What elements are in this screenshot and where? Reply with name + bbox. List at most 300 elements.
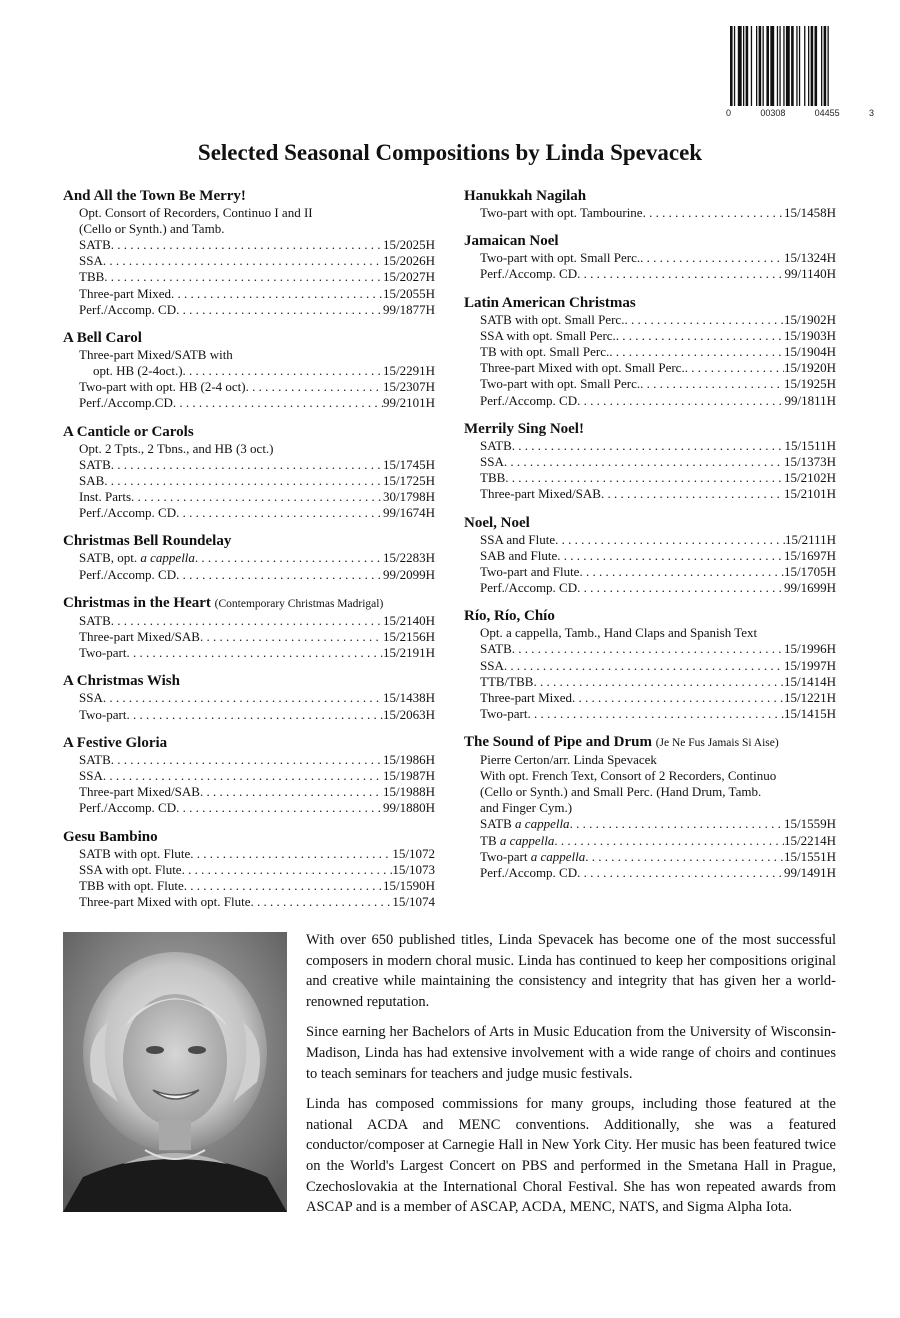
barcode-bar: [766, 26, 769, 106]
dot-leader: [111, 457, 383, 473]
right-column: [464, 187, 836, 892]
catalog-number: 15/2063H: [383, 706, 435, 722]
barcode-digits: [726, 108, 874, 118]
voicing-name: [480, 376, 640, 392]
voicing-label: Perf./Accomp. CD: [79, 301, 177, 317]
voicing-name: [79, 752, 111, 768]
voicing-label: TBB: [79, 269, 105, 285]
composition-title-text: Christmas Bell Roundelay: [63, 533, 232, 550]
voicing-row: [464, 580, 836, 596]
catalog-number: 15/2291H: [383, 363, 435, 379]
voicing-row: [464, 706, 836, 722]
voicing-name: [79, 846, 190, 862]
voicing-label: SATB: [480, 437, 512, 453]
voicing-label: SSA: [79, 253, 103, 269]
voicing-label: Three-part Mixed: [480, 690, 573, 706]
voicing-row: [464, 548, 836, 564]
voicing-label: TBB: [480, 470, 506, 486]
voicing-row: [464, 658, 836, 674]
dot-leader: [173, 395, 383, 411]
voicing-label: Two-part: [79, 645, 127, 661]
catalog-number: 99/1880H: [383, 800, 435, 816]
composition-description: With opt. French Text, Consort of 2 Recorders, Continuo: [480, 768, 777, 784]
voicing-name: [480, 205, 643, 221]
barcode-bar: [796, 26, 797, 106]
voicing-label: Three-part Mixed/SAB: [79, 629, 200, 645]
voicing-name: [79, 457, 111, 473]
composition-title-text: Jamaican Noel: [464, 233, 559, 250]
voicing-name: [480, 706, 527, 722]
voicing-row: [63, 645, 435, 661]
voicing-name: [79, 613, 111, 629]
dot-leader: [505, 470, 784, 486]
voicing-name: [79, 550, 195, 566]
voicing-label: SSA with opt. Flute: [79, 861, 182, 877]
catalog-number: 15/1705H: [784, 564, 836, 580]
dot-leader: [504, 658, 784, 674]
dot-leader: [577, 865, 784, 881]
barcode-bar: [808, 26, 809, 106]
dot-leader: [554, 833, 784, 849]
dot-leader: [643, 205, 784, 221]
voicing-name: [480, 690, 572, 706]
voicing-row: [63, 473, 435, 489]
catalog-number: 15/1725H: [383, 472, 435, 488]
voicing-label: SATB: [79, 456, 111, 472]
composition-entry: [464, 187, 836, 221]
voicing-name: [79, 645, 126, 661]
composition-entry: [63, 828, 435, 911]
catalog-number: 15/1925H: [784, 376, 836, 392]
page-title: Selected Seasonal Compositions by Linda Spevacek: [197, 140, 703, 165]
voicing-label: SATB: [79, 751, 111, 767]
dot-leader: [126, 707, 383, 723]
catalog-number: 15/1414H: [784, 673, 836, 689]
composition-title: [464, 232, 836, 250]
composition-description: Pierre Certon/arr. Linda Spevacek: [480, 752, 657, 768]
voicing-name: [480, 865, 577, 881]
voicing-name: [79, 302, 176, 318]
voicing-name: [480, 360, 685, 376]
voicing-name: [93, 363, 183, 379]
catalog-number: 99/1491H: [784, 865, 836, 881]
voicing-name: [79, 690, 103, 706]
catalog-number: 15/1324H: [784, 250, 836, 266]
composition-entry: [464, 733, 836, 881]
catalog-number: 15/1904H: [784, 344, 836, 360]
voicing-label: SSA: [480, 657, 504, 673]
catalog-number: 15/1697H: [784, 547, 836, 563]
catalog-number: 15/1996H: [784, 641, 836, 657]
dot-leader: [176, 505, 383, 521]
voicing-row: [464, 266, 836, 282]
composition-entry: [464, 607, 836, 722]
barcode-bar: [779, 26, 780, 106]
dot-leader: [182, 862, 393, 878]
voicing-label: Perf./Accomp. CD: [480, 580, 578, 596]
voicing-label: TB with opt. Small Perc.: [480, 344, 610, 360]
barcode-bar: [746, 26, 749, 106]
barcode-bar: [743, 26, 744, 106]
barcode-digit-group: 3: [868, 108, 874, 118]
voicing-name: [480, 816, 570, 832]
voicing-row: [464, 849, 836, 865]
dot-leader: [103, 690, 383, 706]
voicing-name: [79, 269, 104, 285]
barcode-bar: [770, 26, 774, 106]
voicing-italic: a cappella: [530, 848, 586, 864]
voicing-name: [480, 658, 504, 674]
voicing-name: [79, 395, 173, 411]
voicing-label: SATB, opt.: [79, 550, 141, 566]
voicing-row: [63, 784, 435, 800]
composition-entry: [63, 672, 435, 722]
voicing-label: SAB: [79, 472, 105, 488]
catalog-number: 15/1920H: [784, 360, 836, 376]
composition-description: (Cello or Synth.) and Small Perc. (Hand Drum, Tamb.: [480, 784, 762, 800]
composition-title: [464, 187, 836, 205]
barcode-digit-group: 04455: [814, 108, 840, 118]
voicing-label: SSA and Flute: [480, 531, 556, 547]
voicing-italic: a cappella: [140, 550, 195, 566]
voicing-row: [63, 253, 435, 269]
voicing-label: Perf./Accomp. CD: [480, 266, 578, 282]
catalog-number: 15/1986H: [383, 751, 435, 767]
voicing-label: SATB: [79, 612, 111, 628]
voicing-name: [79, 768, 103, 784]
dot-leader: [111, 237, 383, 253]
voicing-row: [464, 641, 836, 657]
catalog-number: 15/2027H: [383, 269, 435, 285]
composition-description: Three-part Mixed/SATB with: [79, 347, 233, 363]
catalog-number: 15/1373H: [784, 454, 836, 470]
voicing-name: [480, 833, 554, 849]
dot-leader: [577, 580, 784, 596]
voicing-label: Three-part Mixed: [79, 285, 172, 301]
dot-leader: [640, 250, 784, 266]
bio-paragraph: Linda has composed commissions for many groups, including those featured at the national ACDA and MENC conventions. Additionally, she was a featured conductor/composer at Carnegie Hall in New York City. Her music has been featured twice on the World's Largest Concert on PBS and performed in the Smetana Hall in Prague, Czechoslovakia at the International Choral Festival. She has won repeated awards from ASCAP and is a member of ASCAP, ACDA, MENC, NATS, and Sigma Alpha Iota.: [306, 1096, 836, 1216]
voicing-name: [79, 784, 200, 800]
dot-leader: [640, 376, 784, 392]
voicing-row: [63, 862, 435, 878]
dot-leader: [555, 532, 785, 548]
catalog-number: 99/2099H: [383, 566, 435, 582]
catalog-number: 15/1072: [392, 845, 435, 861]
voicing-row: [63, 505, 435, 521]
voicing-label: Two-part and Flute: [480, 564, 580, 580]
composition-title-text: A Bell Carol: [63, 330, 142, 347]
voicing-name: [480, 532, 555, 548]
voicing-row: [464, 674, 836, 690]
composition-title: [464, 294, 836, 312]
dot-leader: [624, 312, 784, 328]
composition-title-text: Hanukkah Nagilah: [464, 188, 587, 204]
voicing-row: [464, 393, 836, 409]
composition-title: [63, 532, 435, 550]
voicing-italic: a cappella: [499, 832, 555, 848]
dot-leader: [111, 752, 383, 768]
composition-title: [63, 187, 435, 205]
voicing-row: [464, 205, 836, 221]
composition-description: (Cello or Synth.) and Tamb.: [79, 221, 225, 236]
composition-title-text: A Christmas Wish: [63, 673, 180, 690]
voicing-label: Two-part: [79, 706, 127, 722]
dot-leader: [533, 674, 784, 690]
voicing-name: [79, 878, 184, 894]
voicing-label: Perf./Accomp. CD: [79, 800, 177, 816]
voicing-row: [63, 286, 435, 302]
catalog-number: 15/1551H: [784, 848, 836, 864]
dot-leader: [111, 613, 383, 629]
catalog-number: 15/2214H: [784, 832, 836, 848]
voicing-name: [480, 328, 616, 344]
barcode-bar: [763, 26, 764, 106]
barcode-bar: [738, 26, 742, 106]
barcode-digit-group: 0: [726, 108, 732, 118]
voicing-name: [79, 629, 200, 645]
dot-leader: [200, 629, 383, 645]
voicing-row: [464, 250, 836, 266]
voicing-name: [79, 286, 171, 302]
barcode-bar: [756, 26, 757, 106]
voicing-name: [79, 489, 131, 505]
voicing-row: [63, 613, 435, 629]
dot-leader: [512, 641, 784, 657]
composition-entry: [464, 420, 836, 503]
barcode-bar: [759, 26, 762, 106]
voicing-name: [79, 253, 103, 269]
voicing-name: [480, 849, 585, 865]
voicing-name: [79, 505, 176, 521]
dot-leader: [176, 567, 383, 583]
voicing-label: SSA: [79, 690, 103, 706]
catalog-number: 99/1699H: [784, 580, 836, 596]
bio-paragraph: With over 650 published titles, Linda Spevacek has become one of the most successful composers in modern choral music. Linda has continued to keep her compositions original and creative while maintaining the consistency and integrity that has given her a world-renowned reputation.: [306, 932, 836, 1010]
barcode-bar: [751, 26, 752, 106]
dot-leader: [104, 473, 383, 489]
voicing-row: [464, 865, 836, 881]
voicing-row: [464, 470, 836, 486]
composition-title-text: Gesu Bambino: [63, 828, 158, 845]
catalog-number: 15/2140H: [383, 612, 435, 628]
barcode-bar: [828, 26, 829, 106]
catalog-number: 15/1988H: [383, 784, 435, 800]
composition-title-text: The Sound of Pipe and Drum: [464, 734, 652, 751]
composition-entry: [63, 734, 435, 817]
voicing-row: [63, 237, 435, 253]
voicing-row: [464, 816, 836, 832]
voicing-row: [464, 312, 836, 328]
dot-leader: [572, 690, 784, 706]
voicing-label: Three-part Mixed with opt. Flute: [79, 894, 251, 910]
catalog-number: 15/2026H: [383, 253, 435, 269]
voicing-label: Two-part with opt. HB (2-4 oct): [79, 379, 246, 395]
catalog-number: 99/1811H: [784, 392, 836, 408]
voicing-label: SATB with opt. Flute: [79, 845, 191, 861]
composition-title-text: Christmas in the Heart: [63, 594, 211, 611]
voicing-row: [63, 894, 435, 910]
dot-leader: [126, 645, 383, 661]
voicing-name: [480, 250, 640, 266]
voicing-name: [480, 470, 505, 486]
catalog-number: 15/2101H: [784, 486, 836, 502]
barcode-bar: [777, 26, 778, 106]
dot-leader: [512, 438, 785, 454]
voicing-label: SAB and Flute: [480, 547, 558, 563]
composition-title-text: A Festive Gloria: [63, 734, 168, 751]
catalog-number: 15/2283H: [383, 550, 435, 566]
composition-title: [63, 594, 435, 613]
voicing-name: [79, 862, 182, 878]
voicing-row: [63, 550, 435, 566]
voicing-row: [63, 269, 435, 285]
voicing-row: [63, 846, 435, 862]
composition-entry: [464, 294, 836, 409]
catalog-number: 15/1987H: [383, 768, 435, 784]
voicing-label: Perf./Accomp. CD: [480, 865, 578, 881]
catalog-number: 15/1074: [392, 894, 435, 910]
dot-leader: [195, 550, 383, 566]
voicing-row: [464, 833, 836, 849]
voicing-name: [480, 393, 577, 409]
catalog-number: 15/1221H: [784, 690, 836, 706]
voicing-name: [480, 564, 579, 580]
barcode-bar: [815, 26, 818, 106]
barcode-bar: [821, 26, 822, 106]
bio-paragraph: Since earning her Bachelors of Arts in Music Education from the University of Wisconsin-Madison, Linda has had extensive involvement with a wide range of choirs and continues to teach seminars for teachers and judge music festivals.: [306, 1024, 836, 1082]
voicing-name: [480, 580, 577, 596]
catalog-number: 15/1511H: [784, 437, 836, 453]
voicing-name: [79, 894, 251, 910]
voicing-row: [464, 438, 836, 454]
voicing-row: [63, 752, 435, 768]
catalog-number: 15/1559H: [784, 816, 836, 832]
voicing-label: Three-part Mixed with opt. Small Perc.: [480, 360, 685, 376]
composition-entry: [464, 232, 836, 282]
catalog-number: 15/1073: [392, 861, 435, 877]
dot-leader: [176, 302, 383, 318]
voicing-label: SATB: [79, 237, 111, 252]
dot-leader: [103, 253, 383, 269]
voicing-name: [480, 641, 512, 657]
voicing-name: [79, 473, 104, 489]
composition-title-text: And All the Town Be Merry!: [63, 188, 246, 204]
dot-leader: [504, 454, 784, 470]
voicing-row: [464, 360, 836, 376]
voicing-label: TB: [480, 832, 500, 848]
voicing-row: [63, 629, 435, 645]
voicing-row: [464, 486, 836, 502]
voicing-row: [63, 800, 435, 816]
voicing-label: Two-part with opt. Small Perc.: [480, 376, 641, 392]
voicing-row: [63, 395, 435, 411]
voicing-row: [63, 302, 435, 318]
catalog-number: 99/1140H: [784, 266, 836, 282]
voicing-row: [464, 532, 836, 548]
composition-description: Opt. Consort of Recorders, Continuo I and II: [79, 205, 313, 220]
catalog-number: 15/1902H: [784, 311, 836, 327]
dot-leader: [616, 328, 784, 344]
voicing-row: [464, 564, 836, 580]
voicing-name: [79, 800, 176, 816]
voicing-name: [480, 548, 557, 564]
catalog-number: 15/2191H: [383, 645, 435, 661]
voicing-label: Perf./Accomp.CD: [79, 395, 173, 411]
voicing-name: [79, 379, 246, 395]
voicing-label: SSA: [480, 454, 504, 470]
voicing-label: Two-part with opt. Tambourine: [480, 205, 643, 220]
dot-leader: [527, 706, 784, 722]
voicing-name: [480, 266, 577, 282]
dot-leader: [251, 894, 393, 910]
voicing-row: [63, 457, 435, 473]
barcode-digit-group: 00308: [760, 108, 786, 118]
voicing-label: Three-part Mixed/SAB: [79, 784, 200, 800]
voicing-name: [79, 707, 126, 723]
voicing-row: [464, 328, 836, 344]
voicing-row: [63, 567, 435, 583]
dot-leader: [104, 269, 383, 285]
voicing-label: Three-part Mixed/SAB: [480, 486, 601, 502]
barcode-bar: [824, 26, 827, 106]
composition-title-text: Río, Río, Chío: [464, 608, 555, 625]
composition-note: (Je Ne Fus Jamais Si Aise): [655, 737, 779, 750]
catalog-number: 15/2111H: [784, 531, 836, 547]
composition-note: (Contemporary Christmas Madrigal): [214, 597, 384, 610]
voicing-label: SSA: [79, 768, 103, 784]
catalog-number: 15/1415H: [784, 706, 836, 722]
composition-title: [63, 423, 435, 441]
voicing-row: [63, 707, 435, 723]
dot-leader: [585, 849, 784, 865]
dot-leader: [184, 878, 383, 894]
catalog-number: 99/2101H: [383, 395, 435, 411]
voicing-name: [480, 344, 609, 360]
barcode-bar: [791, 26, 794, 106]
voicing-label: TBB with opt. Flute: [79, 878, 184, 894]
dot-leader: [609, 344, 784, 360]
dot-leader: [577, 266, 784, 282]
catalog-number: 30/1798H: [383, 489, 435, 505]
voicing-name: [79, 237, 111, 253]
author-bio: [306, 930, 836, 1228]
voicing-label: TTB/TBB: [480, 673, 534, 689]
composition-description: and Finger Cym.): [480, 800, 573, 816]
voicing-row: [63, 768, 435, 784]
voicing-label: SATB with opt. Small Perc.: [480, 311, 625, 327]
composition-entry: [464, 514, 836, 597]
voicing-label: SSA with opt. Small Perc.: [480, 327, 616, 343]
catalog-number: 15/1903H: [784, 327, 836, 343]
dot-leader: [246, 379, 383, 395]
composition-entry: [63, 594, 435, 662]
dot-leader: [131, 489, 383, 505]
composition-title-text: A Canticle or Carols: [63, 423, 194, 440]
dot-leader: [601, 486, 784, 502]
voicing-row: [63, 379, 435, 395]
barcode-bars: [726, 24, 874, 108]
composition-title-text: Merrily Sing Noel!: [464, 420, 584, 437]
dot-leader: [183, 363, 383, 379]
voicing-row: [464, 344, 836, 360]
voicing-name: [79, 567, 176, 583]
author-photo: [63, 932, 287, 1212]
composition-entry: [63, 329, 435, 412]
composition-title: [464, 514, 836, 532]
dot-leader: [577, 393, 784, 409]
barcode-bar: [786, 26, 790, 106]
catalog-number: 15/1590H: [383, 878, 435, 894]
